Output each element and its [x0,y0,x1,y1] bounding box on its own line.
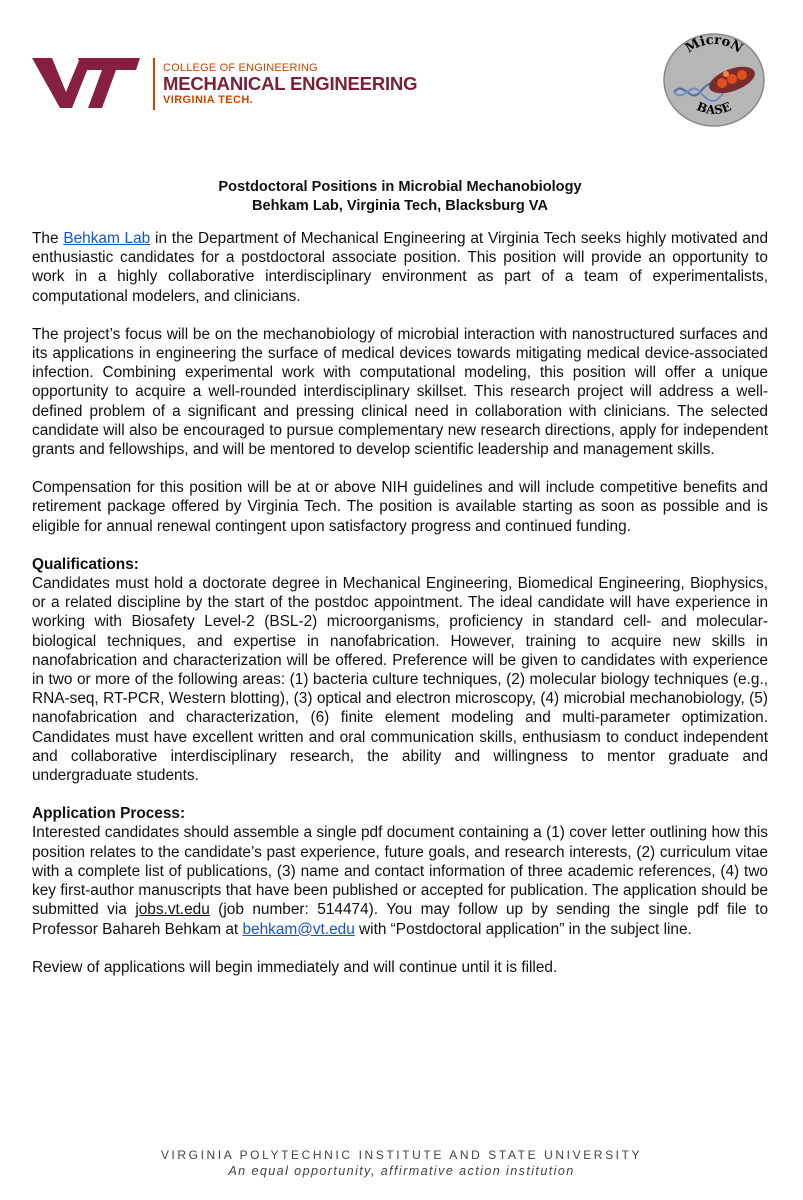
micron-base-logo [660,30,768,130]
logo-divider [153,58,155,110]
intro-text: in the Department of Mechanical Engineering at Virginia Tech seeks highly motivated and enthusiastic candidates for a postdoctoral associate position. This position will provide an opportunity to work in a highly collaborative interdisciplinary environment as part of a team of experimentalists, computational modelers, and clinicians. [32,230,769,305]
qualifications-heading: Qualifications: [32,555,139,573]
email-link[interactable]: behkam@vt.edu [242,920,355,938]
title-line-1: Postdoctoral Positions in Microbial Mechanobiology [218,179,582,195]
college-wordmark [163,62,417,107]
application-text-1: Interested candidates should assemble a single pdf document containing a (1) cover letter outlining how this position relates to the candidate’s past experience, future goals, and research interests, (2) curriculum vitae with a complete list of publications, (3) name and contact information of three academic references, (4) two key first-author manuscripts that have been published or accepted for publication. The application should be submitted via [32,824,768,919]
title-line-2: Behkam Lab, Virginia Tech, Blacksburg VA [251,198,548,214]
application-paragraph [32,823,768,938]
project-paragraph: The project’s focus will be on the mechanobiology of microbial interaction with nanostructured surfaces and its applications in engineering the surface of medical devices towards mitigating medical device-associated infection. Combining experimental work with computational modeling, this position will offer a unique opportunity to acquire a well-rounded interdisciplinary skillset. This research project will address a well-defined problem of a significant and pressing clinical need in collaboration with clinicians. The selected candidate will also be encouraged to pursue complementary new research directions, apply for independent grants and fellowships, and will be mentored to develop scientific leadership and management skills. [32,325,768,459]
behkam-lab-link[interactable]: Behkam Lab [63,230,151,247]
jobs-link[interactable]: jobs.vt.edu [135,901,210,919]
intro-paragraph [32,229,768,306]
vt-logo [30,54,142,112]
footer [0,1147,803,1180]
application-text-2: (job number: 514474). You may follow up by sending the single pdf file to Professor Bahareh Behkam at [32,901,768,938]
footer-university: VIRGINIA POLYTECHNIC INSTITUTE AND STATE UNIVERSITY [160,1148,643,1162]
application-heading: Application Process: [32,805,186,823]
review-paragraph: Review of applications will begin immediately and will continue until it is filled. [32,958,558,976]
micron-bottom-text: BASE [694,99,734,118]
document-title [32,178,768,216]
footer-eoe: An equal opportunity, affirmative action institution [228,1164,575,1178]
college-line: COLLEGE OF ENGINEERING [163,62,318,74]
university-line: VIRGINIA TECH. [163,94,254,106]
application-text-3: with “Postdoctoral application” in the subject line. [354,920,692,938]
qualifications-paragraph: Candidates must hold a doctorate degree in Mechanical Engineering, Biomedical Engineering, Biophysics, or a related discipline by the start of the postdoc appointment. The ideal candidate will have experience in working with Biosafety Level-2 (BSL-2) microorganisms, proficiency in standard cell- and molecular-biological techniques, and expertise in nanofabrication. However, training to acquire new skills in nanofabrication and characterization will be offered. Preference will be given to candidates with experience in two or more of the following areas: (1) bacteria culture techniques, (2) molecular biology techniques (e.g., RNA-seq, RT-PCR, Western blotting), (3) optical and electron microscopy, (4) microbial mechanobiology, (5) nanofabrication and characterization, (6) finite element modeling and multi-parameter optimization. Candidates must have excellent written and oral communication skills, enthusiasm to conduct independent and collaborative interdisciplinary research, the ability and willingness to mentor graduate and undergraduate students. [32,575,768,785]
department-line: MECHANICAL ENGINEERING [163,73,418,94]
micron-top-text: MicroN [683,32,746,57]
intro-prefix: The [32,230,64,247]
letterhead [0,0,803,160]
document-body [32,178,768,996]
compensation-paragraph: Compensation for this position will be at or above NIH guidelines and will include competitive benefits and retirement package offered by Virginia Tech. The position is available starting as soon as possible and is eligible for annual renewal contingent upon satisfactory progress and continued funding. [32,479,768,535]
